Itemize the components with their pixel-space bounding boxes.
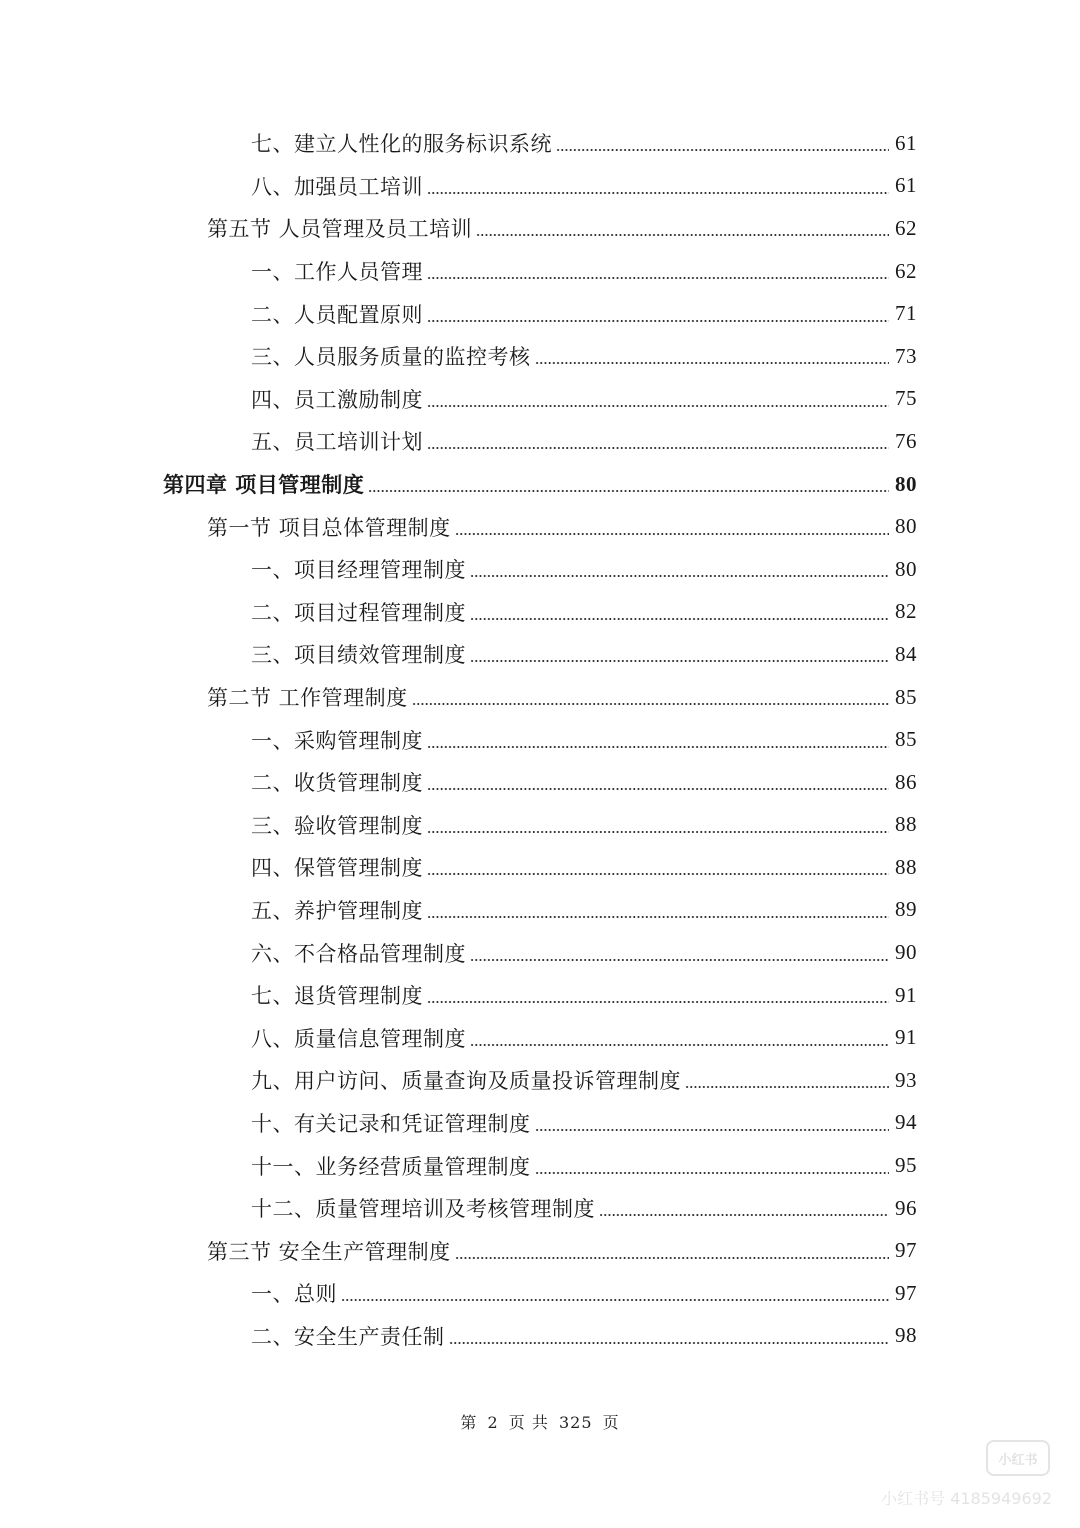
table-of-contents — [0, 122, 1080, 1357]
toc-entry-label: 一、工作人员管理 — [251, 260, 423, 285]
toc-dot-leader — [449, 1342, 890, 1344]
toc-dot-leader — [427, 447, 889, 449]
toc-entry-label: 第一节 项目总体管理制度 — [207, 515, 451, 540]
toc-entry-label: 三、项目绩效管理制度 — [251, 643, 466, 668]
toc-dot-leader — [470, 1044, 889, 1046]
toc-entry-page-number: 71 — [895, 301, 917, 326]
toc-dot-leader — [455, 1257, 889, 1259]
toc-dot-leader — [470, 575, 889, 577]
toc-entry-label: 八、质量信息管理制度 — [251, 1026, 466, 1051]
toc-entry-page-number: 91 — [895, 982, 917, 1007]
toc-entry-page-number: 98 — [895, 1323, 917, 1348]
toc-dot-leader — [427, 746, 889, 748]
toc-dot-leader — [535, 1129, 890, 1131]
toc-entry-item[interactable] — [0, 931, 1080, 974]
toc-entry-page-number: 90 — [895, 940, 917, 965]
toc-entry-label: 十、有关记录和凭证管理制度 — [251, 1111, 531, 1136]
toc-entry-chapter[interactable] — [0, 463, 1080, 506]
toc-entry-item[interactable] — [0, 122, 1080, 165]
toc-dot-leader — [427, 192, 889, 194]
toc-entry-label: 十二、质量管理培训及考核管理制度 — [251, 1197, 595, 1222]
toc-entry-page-number: 96 — [895, 1195, 917, 1220]
toc-entry-section[interactable] — [0, 505, 1080, 548]
toc-entry-item[interactable] — [0, 548, 1080, 591]
toc-entry-label: 三、验收管理制度 — [251, 813, 423, 838]
toc-entry-page-number: 76 — [895, 428, 917, 453]
toc-entry-label: 一、总则 — [251, 1282, 337, 1307]
toc-entry-label: 七、建立人性化的服务标识系统 — [251, 132, 552, 157]
toc-entry-label: 九、用户访问、质量查询及质量投诉管理制度 — [251, 1069, 681, 1094]
toc-dot-leader — [427, 277, 889, 279]
toc-entry-item[interactable] — [0, 1272, 1080, 1315]
footer-current-page: 2 — [487, 1413, 499, 1432]
toc-entry-page-number: 85 — [895, 684, 917, 709]
toc-entry-page-number: 97 — [895, 1238, 917, 1263]
toc-entry-label: 二、项目过程管理制度 — [251, 600, 466, 625]
toc-entry-item[interactable] — [0, 378, 1080, 421]
toc-entry-label: 五、养护管理制度 — [251, 898, 423, 923]
toc-dot-leader — [599, 1214, 889, 1216]
toc-dot-leader — [556, 149, 889, 151]
toc-dot-leader — [535, 1172, 890, 1174]
toc-entry-page-number: 80 — [895, 556, 917, 581]
toc-entry-label: 六、不合格品管理制度 — [251, 941, 466, 966]
toc-entry-item[interactable] — [0, 335, 1080, 378]
toc-entry-label: 一、项目经理管理制度 — [251, 558, 466, 583]
toc-dot-leader — [427, 916, 889, 918]
toc-entry-page-number: 88 — [895, 854, 917, 879]
toc-entry-page-number: 89 — [895, 897, 917, 922]
toc-dot-leader — [427, 873, 889, 875]
toc-entry-label: 八、加强员工培训 — [251, 174, 423, 199]
toc-entry-page-number: 88 — [895, 812, 917, 837]
toc-entry-label: 二、人员配置原则 — [251, 302, 423, 327]
toc-entry-label: 二、收货管理制度 — [251, 771, 423, 796]
toc-entry-page-number: 84 — [895, 641, 917, 666]
toc-entry-item[interactable] — [0, 1102, 1080, 1145]
toc-dot-leader — [685, 1086, 889, 1088]
toc-dot-leader — [455, 533, 889, 535]
toc-entry-page-number: 75 — [895, 386, 917, 411]
toc-entry-item[interactable] — [0, 1016, 1080, 1059]
toc-entry-page-number: 86 — [895, 769, 917, 794]
toc-entry-label: 第二节 工作管理制度 — [207, 686, 408, 711]
toc-entry-item[interactable] — [0, 1187, 1080, 1230]
toc-entry-page-number: 62 — [895, 258, 917, 283]
toc-entry-label: 第五节 人员管理及员工培训 — [207, 217, 473, 242]
toc-entry-label: 四、员工激励制度 — [251, 387, 423, 412]
toc-dot-leader — [368, 490, 889, 492]
toc-entry-label: 十一、业务经营质量管理制度 — [251, 1154, 531, 1179]
toc-entry-page-number: 94 — [895, 1110, 917, 1135]
toc-entry-item[interactable] — [0, 250, 1080, 293]
toc-entry-page-number: 85 — [895, 727, 917, 752]
toc-entry-section[interactable] — [0, 207, 1080, 250]
footer-suffix: 页 — [602, 1413, 620, 1432]
toc-entry-page-number: 91 — [895, 1025, 917, 1050]
toc-entry-section[interactable] — [0, 1229, 1080, 1272]
footer-total-pages: 325 — [558, 1413, 593, 1432]
toc-entry-page-number: 73 — [895, 343, 917, 368]
toc-entry-label: 七、退货管理制度 — [251, 984, 423, 1009]
toc-dot-leader — [427, 788, 889, 790]
toc-entry-section[interactable] — [0, 676, 1080, 719]
toc-entry-page-number: 80 — [895, 514, 917, 539]
toc-dot-leader — [427, 831, 889, 833]
toc-entry-label: 四、保管管理制度 — [251, 856, 423, 881]
toc-entry-item[interactable] — [0, 591, 1080, 634]
toc-entry-label: 三、人员服务质量的监控考核 — [251, 345, 531, 370]
toc-dot-leader — [535, 362, 890, 364]
toc-entry-label: 一、采购管理制度 — [251, 728, 423, 753]
toc-entry-page-number: 97 — [895, 1280, 917, 1305]
toc-dot-leader — [470, 660, 889, 662]
toc-entry-page-number: 61 — [895, 173, 917, 198]
toc-entry-item[interactable] — [0, 1059, 1080, 1102]
toc-dot-leader — [476, 234, 889, 236]
toc-dot-leader — [470, 959, 889, 961]
toc-entry-item[interactable] — [0, 889, 1080, 932]
toc-entry-label: 第三节 安全生产管理制度 — [207, 1239, 451, 1264]
footer-middle: 页 共 — [508, 1413, 549, 1432]
toc-entry-page-number: 93 — [895, 1067, 917, 1092]
toc-entry-item[interactable] — [0, 1315, 1080, 1358]
footer-prefix: 第 — [460, 1413, 478, 1432]
toc-entry-item[interactable] — [0, 1144, 1080, 1187]
toc-dot-leader — [427, 405, 889, 407]
toc-entry-item[interactable] — [0, 718, 1080, 761]
watermark-logo — [986, 1440, 1050, 1476]
toc-entry-item[interactable] — [0, 165, 1080, 208]
toc-entry-label: 二、安全生产责任制 — [251, 1324, 445, 1349]
toc-dot-leader — [427, 320, 889, 322]
watermark-logo-text: 小红书 — [998, 1452, 1038, 1468]
toc-entry-label: 第四章 项目管理制度 — [163, 472, 365, 498]
toc-entry-page-number: 82 — [895, 599, 917, 624]
toc-dot-leader — [412, 703, 889, 705]
toc-entry-item[interactable] — [0, 420, 1080, 463]
toc-entry-item[interactable] — [0, 804, 1080, 847]
page-footer — [0, 1410, 1080, 1433]
toc-entry-item[interactable] — [0, 974, 1080, 1017]
watermark-id: 小红书号 4185949692 — [881, 1489, 1052, 1508]
toc-entry-item[interactable] — [0, 633, 1080, 676]
toc-entry-page-number: 62 — [895, 215, 917, 240]
toc-entry-page-number: 61 — [895, 130, 917, 155]
toc-entry-page-number: 80 — [895, 471, 917, 496]
toc-entry-item[interactable] — [0, 292, 1080, 335]
toc-entry-item[interactable] — [0, 846, 1080, 889]
toc-entry-page-number: 95 — [895, 1153, 917, 1178]
toc-entry-item[interactable] — [0, 761, 1080, 804]
toc-dot-leader — [470, 618, 889, 620]
toc-entry-label: 五、员工培训计划 — [251, 430, 423, 455]
toc-dot-leader — [427, 1001, 889, 1003]
toc-dot-leader — [341, 1299, 889, 1301]
